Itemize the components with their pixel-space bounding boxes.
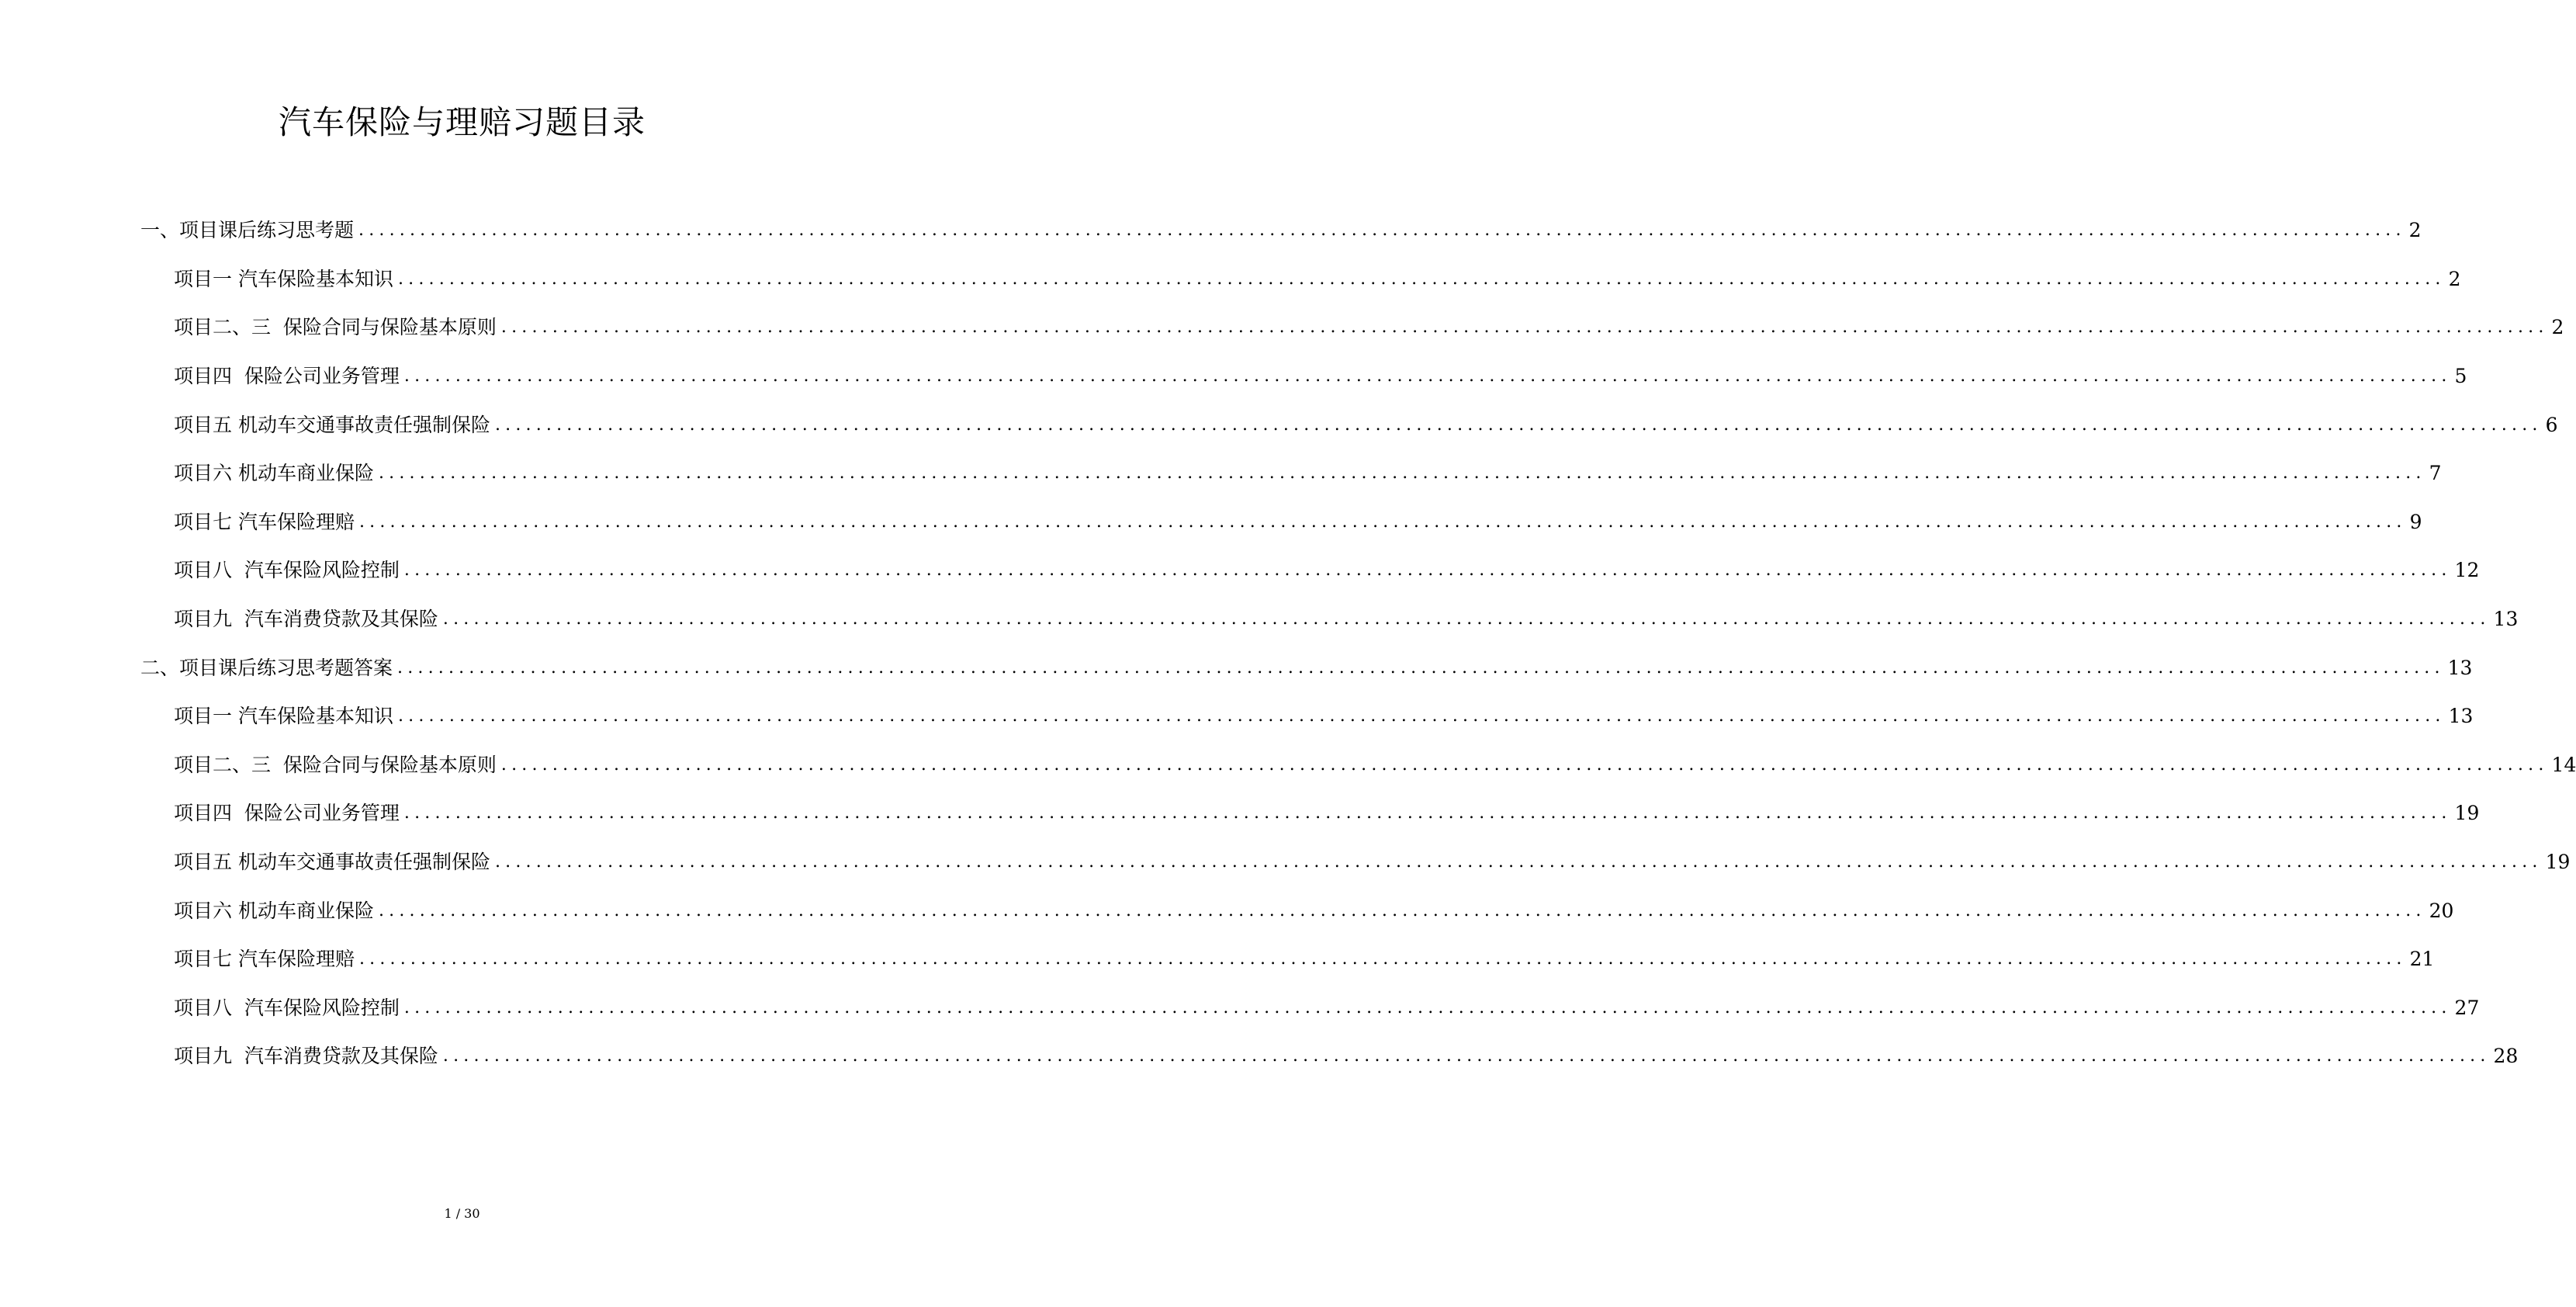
toc-dot-leader: ........................................................................................................................................................................................................: [397, 657, 2445, 678]
toc-subsection-entry[interactable]: [140, 498, 2422, 547]
toc-dot-leader: ........................................................................................................................................................................................................: [358, 511, 2407, 532]
toc-entry-label: 项目一 汽车保险基本知识: [174, 267, 393, 290]
toc-dot-leader: ........................................................................................................................................................................................................: [500, 754, 2549, 775]
toc-section-entry[interactable]: [140, 206, 2422, 255]
toc-subsection-entry[interactable]: [140, 692, 2474, 741]
toc-entry-label: 项目四 保险公司业务管理: [174, 365, 400, 388]
toc-entry-label: 项目六 机动车商业保险: [174, 899, 374, 922]
toc-entry-label: 项目五 机动车交通事故责任强制保险: [174, 851, 490, 874]
toc-subsection-entry[interactable]: [140, 838, 2571, 887]
toc-dot-leader: ........................................................................................................................................................................................................: [403, 366, 2452, 387]
toc-entry-page-number: 12: [2454, 559, 2480, 582]
toc-entry-page-number: 2: [2448, 267, 2461, 290]
toc-dot-leader: ........................................................................................................................................................................................................: [403, 803, 2452, 823]
toc-subsection-entry[interactable]: [140, 400, 2558, 449]
toc-entry-page-number: 14: [2551, 753, 2576, 776]
toc-entry-page-number: 9: [2409, 510, 2422, 533]
toc-entry-page-number: 20: [2429, 899, 2454, 922]
page-number-footer: 1 / 30: [444, 1206, 480, 1221]
toc-dot-leader: ........................................................................................................................................................................................................: [403, 997, 2452, 1018]
toc-subsection-entry[interactable]: [140, 741, 2576, 790]
toc-entry-label: 项目八 汽车保险风险控制: [174, 559, 400, 582]
toc-dot-leader: ........................................................................................................................................................................................................: [378, 463, 2426, 484]
toc-entry-label: 项目一 汽车保险基本知识: [174, 705, 393, 728]
toc-section-entry[interactable]: [140, 643, 2473, 692]
toc-dot-leader: ........................................................................................................................................................................................................: [500, 317, 2549, 338]
toc-subsection-entry[interactable]: [140, 1032, 2519, 1081]
toc-entry-page-number: 19: [2454, 802, 2480, 825]
toc-subsection-entry[interactable]: [140, 255, 2461, 304]
toc-entry-page-number: 2: [2551, 316, 2564, 339]
toc-entry-label: 项目七 汽车保险理赔: [174, 948, 355, 971]
toc-subsection-entry[interactable]: [140, 546, 2480, 595]
toc-entry-page-number: 6: [2545, 413, 2558, 436]
toc-dot-leader: ........................................................................................................................................................................................................: [403, 560, 2452, 581]
toc-entry-page-number: 19: [2545, 851, 2571, 874]
toc-subsection-entry[interactable]: [140, 886, 2454, 935]
toc-dot-leader: ........................................................................................................................................................................................................: [397, 706, 2446, 726]
toc-subsection-entry[interactable]: [140, 352, 2467, 401]
toc-subsection-entry[interactable]: [140, 595, 2519, 644]
toc-entry-label: 项目七 汽车保险理赔: [174, 510, 355, 533]
toc-dot-leader: ........................................................................................................................................................................................................: [442, 1046, 2491, 1066]
toc-entry-page-number: 13: [2447, 656, 2473, 679]
toc-entry-page-number: 13: [2448, 705, 2474, 728]
toc-entry-label: 项目九 汽车消费贷款及其保险: [174, 608, 438, 631]
toc-entry-label: 项目六 机动车商业保险: [174, 462, 374, 485]
toc-entry-label: 项目二、三 保险合同与保险基本原则: [174, 753, 497, 776]
toc-entry-page-number: 13: [2493, 608, 2519, 631]
toc-subsection-entry[interactable]: [140, 789, 2480, 838]
toc-entry-page-number: 21: [2409, 948, 2435, 971]
toc-dot-leader: ........................................................................................................................................................................................................: [358, 949, 2407, 969]
toc-entry-page-number: 27: [2454, 996, 2480, 1019]
toc-entry-label: 项目八 汽车保险风险控制: [174, 996, 400, 1019]
toc-subsection-entry[interactable]: [140, 303, 2564, 352]
toc-entry-page-number: 28: [2493, 1045, 2519, 1068]
toc-entry-label: 一、项目课后练习思考题: [140, 219, 355, 242]
toc-entry-label: 项目九 汽车消费贷款及其保险: [174, 1045, 438, 1068]
page-title: 汽车保险与理赔习题目录: [278, 103, 646, 141]
toc-dot-leader: ........................................................................................................................................................................................................: [494, 852, 2543, 872]
toc-entry-label: 二、项目课后练习思考题答案: [140, 656, 393, 679]
toc-entry-page-number: 5: [2454, 365, 2467, 388]
toc-entry-label: 项目四 保险公司业务管理: [174, 802, 400, 825]
toc-entry-label: 项目二、三 保险合同与保险基本原则: [174, 316, 497, 339]
toc-dot-leader: ........................................................................................................................................................................................................: [378, 900, 2426, 920]
table-of-contents: [140, 206, 2576, 1081]
toc-dot-leader: ........................................................................................................................................................................................................: [358, 220, 2406, 241]
toc-dot-leader: ........................................................................................................................................................................................................: [494, 414, 2543, 435]
toc-subsection-entry[interactable]: [140, 935, 2435, 984]
toc-subsection-entry[interactable]: [140, 984, 2480, 1033]
toc-entry-page-number: 7: [2429, 462, 2442, 485]
toc-entry-page-number: 2: [2408, 219, 2422, 242]
toc-dot-leader: ........................................................................................................................................................................................................: [442, 609, 2491, 629]
toc-entry-label: 项目五 机动车交通事故责任强制保险: [174, 413, 490, 436]
toc-dot-leader: ........................................................................................................................................................................................................: [397, 269, 2446, 289]
toc-subsection-entry[interactable]: [140, 449, 2442, 498]
